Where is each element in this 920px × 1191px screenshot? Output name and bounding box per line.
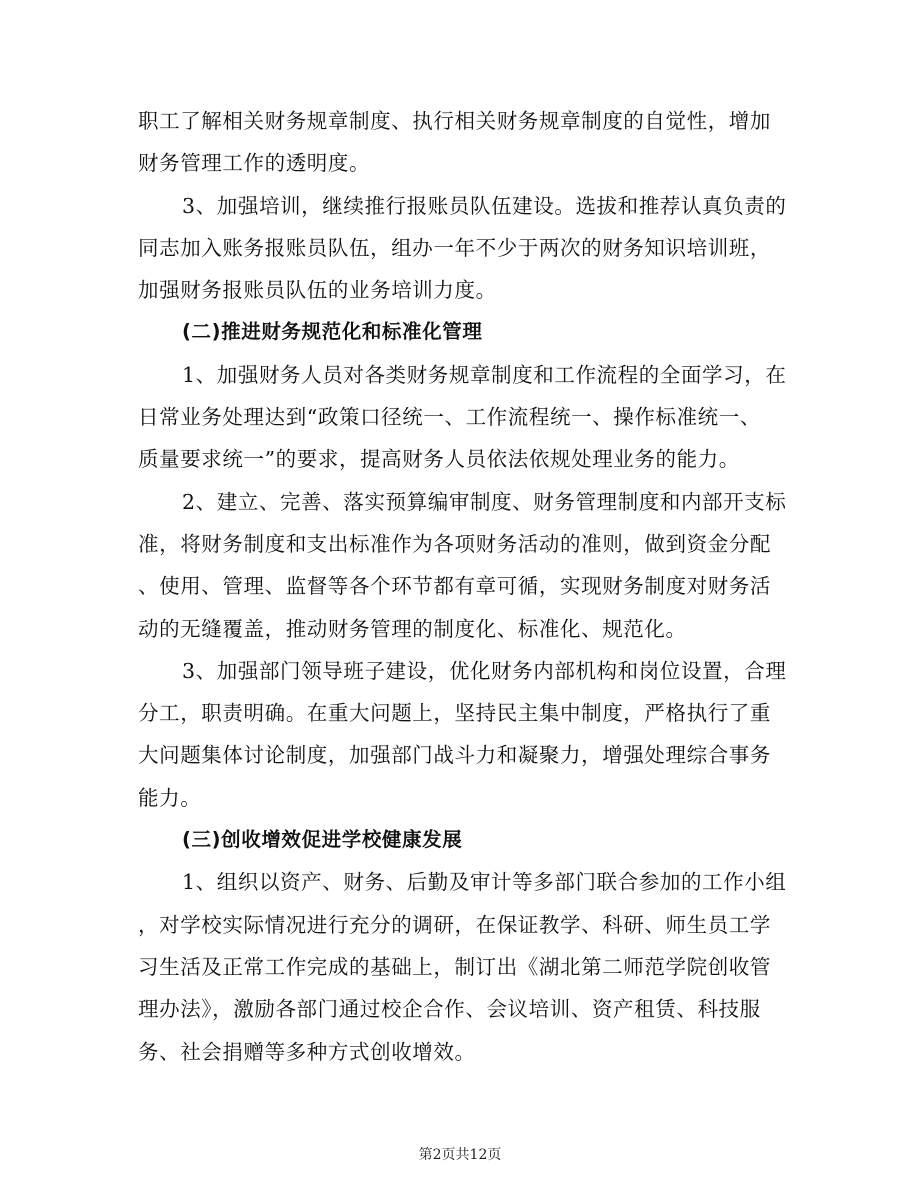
document-body [138,100,788,1073]
paragraph-start: 2、建立、完善、落实预算编审制度、财务管理制度和内部开支标 [182,489,787,514]
text-line: 理办法》，激励各部门通过校企合作、会议培训、资产租赁、科技服 [138,997,761,1022]
text-line: 日常业务处理达到“政策口径统一、工作流程统一、操作标准统一、 [138,405,761,430]
paragraph-start: 3、加强部门领导班子建设，优化财务内部机构和岗位设置，合理 [182,658,787,683]
section-heading: (二)推进财务规范化和标准化管理 [182,320,483,344]
section-heading: (三)创收增效促进学校健康发展 [182,828,463,852]
text-line: ，对学校实际情况进行充分的调研，在保证教学、科研、师生员工学 [138,912,771,937]
paragraph-start: 1、组织以资产、财务、后勤及审计等多部门联合参加的工作小组 [182,870,787,895]
text-line: 职工了解相关财务规章制度、执行相关财务规章制度的自觉性，增加 [138,109,771,133]
text-line: 能力。 [138,785,202,810]
page-number-footer: 第2页共12页 [418,1147,502,1163]
paragraph-start: 1、加强财务人员对各类财务规章制度和工作流程的全面学习，在 [182,362,787,387]
text-line: 加强财务报账员队伍的业务培训力度。 [138,278,497,303]
text-line: 分工，职责明确。在重大问题上，坚持民主集中制度，严格执行了重 [138,701,771,726]
text-line: 质量要求统一”的要求，提高财务人员依法依规处理业务的能力。 [138,447,740,472]
text-line: 动的无缝覆盖，推动财务管理的制度化、标准化、规范化。 [138,616,687,641]
text-line: 、使用、管理、监督等各个环节都有章可循，实现财务制度对财务活 [138,574,771,599]
text-line: 同志加入账务报账员队伍，组办一年不少于两次的财务知识培训班， [138,235,771,260]
text-line: 财务管理工作的透明度。 [138,151,371,176]
text-line: 大问题集体讨论制度，加强部门战斗力和凝聚力，增强处理综合事务 [138,743,771,768]
text-line: 习生活及正常工作完成的基础上，制订出《湖北第二师范学院创收管 [138,954,771,979]
paragraph-start: 3、加强培训，继续推行报账员队伍建设。选拔和推荐认真负责的 [182,193,787,218]
text-line: 务、社会捐赠等多种方式创收增效。 [138,1039,476,1064]
text-line: 准，将财务制度和支出标准作为各项财务活动的准则，做到资金分配 [138,531,771,556]
